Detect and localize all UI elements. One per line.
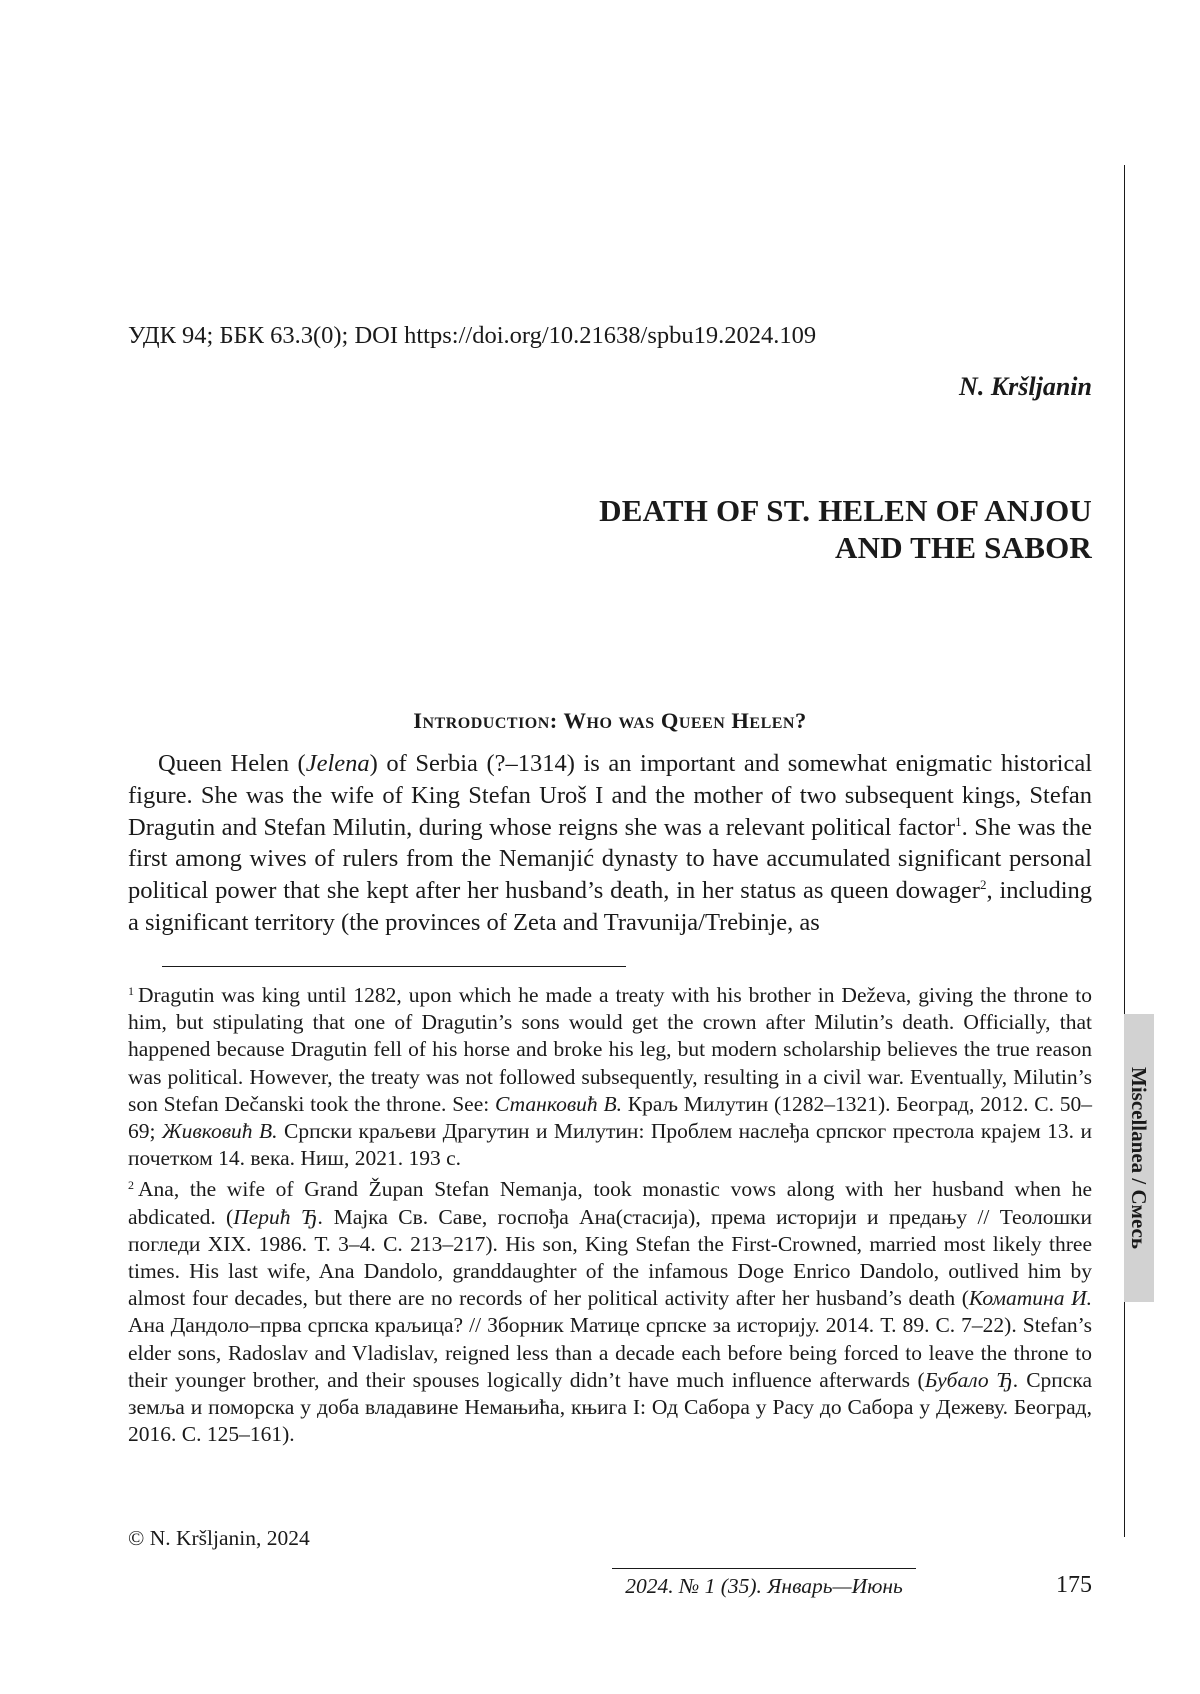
- body-text-segment: ) of Serbia (?–1314) is an important and somewhat enigmatic historical figure. She was the wife of King Stefan Uroš I and the mother of two subsequent kings, Stefan Dragutin and Stefan Milutin, during whose reigns she was a relevant political factor: [128, 750, 1092, 841]
- author-name: N. Kršljanin: [959, 372, 1092, 401]
- footnote-text: Српска земља и поморска у доба владавине Немањића, књига I: Од Сабора у Расу до Сабора у Дежеву. Београд, 2016. С. 125–161).: [128, 1367, 1092, 1447]
- body-paragraph: [128, 748, 1092, 939]
- body-text-segment: Queen Helen (: [158, 750, 306, 777]
- footnote-mark: 1: [128, 984, 134, 998]
- footnote-separator: [162, 966, 626, 967]
- section-tab-label: Miscellanea / Смесь: [1127, 1067, 1151, 1249]
- copyright: © N. Kršljanin, 2024: [128, 1526, 310, 1550]
- footnote-reference-1[interactable]: 1: [955, 813, 962, 829]
- footnote-text: Dragutin was king until 1282, upon which he made a treaty with his brother in Deževa, giving the throne to him, but stipulating that one of Dragutin’s sons would get the crown after Milutin’s death. Officially, that happened because Dragutin fell of his horse and broke his leg, but modern scholarship believes the true reason was political. However, the treaty was not followed subsequently, resulting in a civil war. Eventually, Milutin’s son Stefan Dečanski took the throne. See:: [128, 983, 1092, 1116]
- udk-doi-line: УДК 94; ББК 63.3(0); DOI https://doi.org/10.21638/spbu19.2024.109: [128, 322, 817, 349]
- footnote-author: Живковић В.: [161, 1119, 278, 1144]
- article-title: [599, 492, 1092, 566]
- journal-issue: 2024. № 1 (35). Январь—Июнь: [625, 1574, 903, 1598]
- body-text-segment: , including a significant territory (the provinces of Zeta and Travunija/Trebinje, as: [128, 877, 1093, 936]
- body-text-segment: . She was the first among wives of rulers from the Nemanjić dynasty to have accumulated significant personal political power that she kept after her husband’s death, in her status as queen dowager: [128, 813, 1092, 905]
- footnote-mark: 2: [128, 1178, 134, 1193]
- page-number: 175: [1056, 1572, 1092, 1598]
- footnote-text: Краљ Милутин (1282–1321). Београд, 2012. С. 50–69;: [128, 1091, 1092, 1144]
- journal-separator: [612, 1568, 916, 1569]
- footnote-1: [128, 978, 1092, 1172]
- footnote-text: Српски краљеви Драгутин и Милутин: Проблем наслеђа српског престола крајем 13. и почетком 14. века. Ниш, 2021. 193 с.: [128, 1119, 1092, 1171]
- margin-rule: [1124, 165, 1125, 1537]
- footnote-reference-2[interactable]: 2: [979, 877, 987, 893]
- section-heading: Introduction: Who was Queen Helen?: [413, 708, 807, 733]
- article-title-line-2: AND THE SABOR: [835, 530, 1092, 565]
- footnote-text: Ana, the wife of Grand Župan Stefan Nemanja, took monastic vows along with her husband when he abdicated. (: [128, 1177, 1092, 1229]
- article-title-line-1: DEATH OF ST. HELEN OF ANJOU: [599, 493, 1092, 528]
- footnote-author: Станковић В.: [495, 1091, 622, 1116]
- footnote-author: Перић Ђ.: [233, 1204, 324, 1229]
- footnote-text: Мајка Св. Саве, госпођа Ана(стасија), према историји и предању // Теолошки погледи XIX. 1986. Т. 3–4. С. 213–217). His son, King Stefan the First-Crowned, married most likely three times. His last wife, Ana Dandolo, granddaughter of the infamous Doge Enrico Dandolo, outlived him by almost four decades, but there are no records of her political activity after her husband’s death (: [128, 1204, 1092, 1311]
- footnote-text: Ана Дандоло–прва српска краљица? // Зборник Матице српске за историју. 2014. Т. 89. С. 7–22). Stefan’s elder sons, Radoslav and Vladislav, reigned less than a decade each before being forced to leave the throne to their younger brother, and their spouses logically didn’t have much influence afterwards (: [128, 1313, 1092, 1392]
- footnote-author: Коматина И.: [968, 1286, 1092, 1311]
- footnotes: [128, 978, 1092, 1448]
- footnote-2: [128, 1172, 1092, 1448]
- footnote-author: Бубало Ђ.: [924, 1367, 1019, 1392]
- body-italic-name: Jelena: [305, 750, 370, 777]
